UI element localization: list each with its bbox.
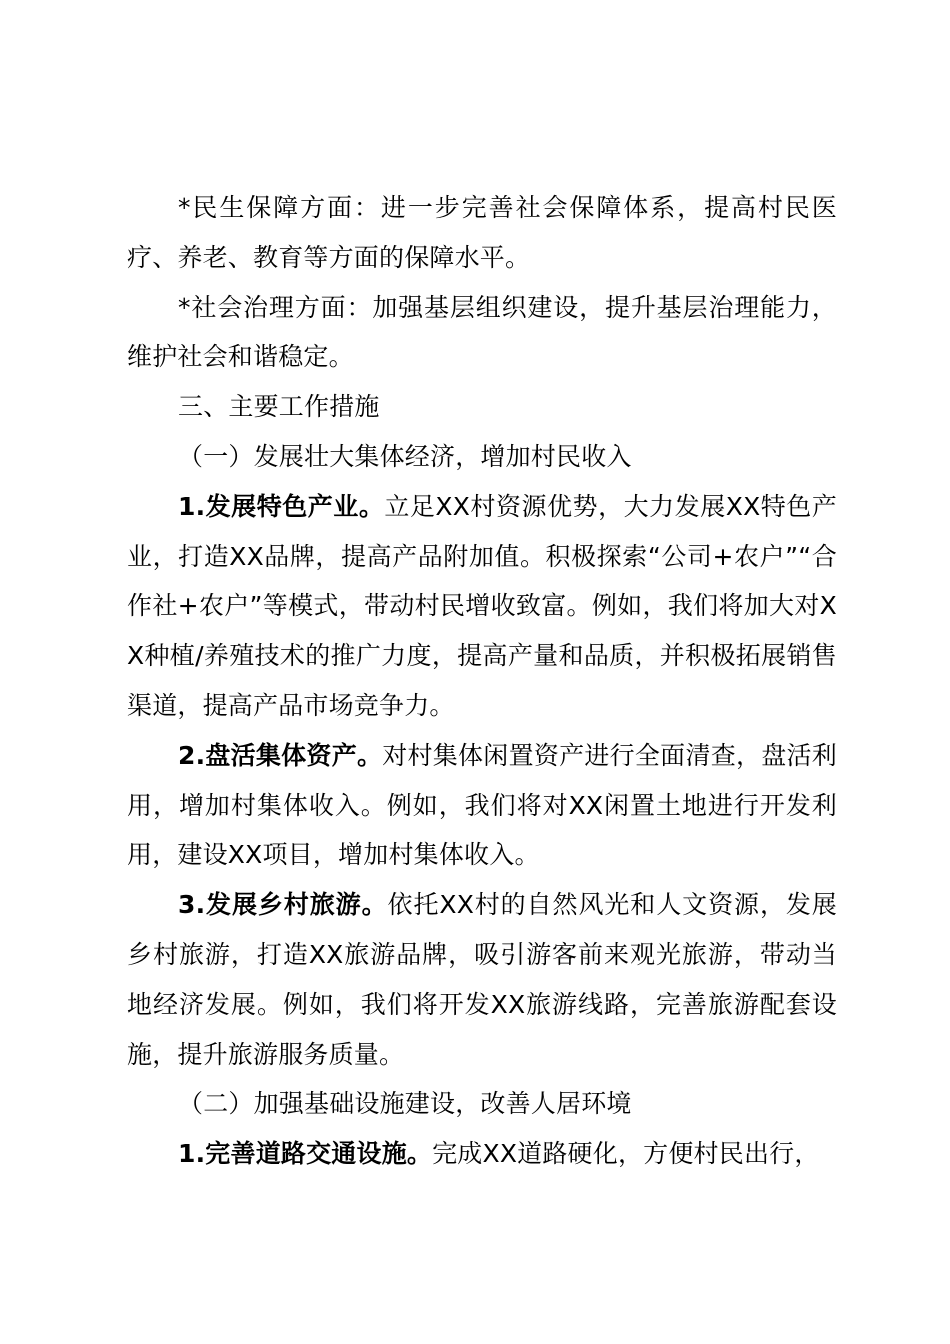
paragraph-lead: 1.发展特色产业。 [178, 491, 385, 521]
paragraph-livelihood [127, 183, 837, 283]
paragraph-text: 立足XX村资源优势，大力发展XX特色产业，打造XX品牌，提高产品附加值。积极探索“公司+农户”“合作社+农户”等模式，带动村民增收致富。例如，我们将加大对XX种植/养殖技术的推广力度，提高产量和品质，并积极拓展销售渠道，提高产品市场竞争力。 [127, 491, 837, 720]
paragraph-text: *民生保障方面：进一步完善社会保障体系，提高村民医疗、养老、教育等方面的保障水平。 [127, 193, 837, 272]
subsection-heading-infrastructure [127, 1079, 837, 1129]
paragraph-text: 三、主要工作措施 [178, 392, 380, 422]
paragraph-roads [127, 1129, 837, 1179]
paragraph-text: 对村集体闲置资产进行全面清查，盘活利用，增加村集体收入。例如，我们将对XX闲置土地进行开发利用，建设XX项目，增加村集体收入。 [127, 740, 837, 870]
paragraph-text: 依托XX村的自然风光和人文资源，发展乡村旅游，打造XX旅游品牌，吸引游客前来观光旅游，带动当地经济发展。例如，我们将开发XX旅游线路，完善旅游配套设施，提升旅游服务质量。 [127, 890, 837, 1069]
paragraph-text: （二）加强基础设施建设，改善人居环境 [178, 1089, 632, 1119]
paragraph-text: *社会治理方面：加强基层组织建设，提升基层治理能力，维护社会和谐稳定。 [127, 292, 837, 372]
paragraph-governance [127, 283, 837, 383]
document-page [127, 183, 837, 1179]
paragraph-text: 完成XX道路硬化，方便村民出行， [432, 1139, 820, 1169]
paragraph-lead: 1.完善道路交通设施。 [178, 1139, 433, 1169]
paragraph-tourism [127, 880, 837, 1079]
paragraph-lead: 2.盘活集体资产。 [178, 740, 383, 770]
subsection-heading-economy [127, 432, 837, 482]
section-heading-measures [127, 382, 837, 432]
paragraph-text: （一）发展壮大集体经济，增加村民收入 [178, 441, 632, 471]
paragraph-lead: 3.发展乡村旅游。 [178, 890, 388, 920]
paragraph-industry [127, 482, 837, 731]
paragraph-assets [127, 731, 837, 880]
